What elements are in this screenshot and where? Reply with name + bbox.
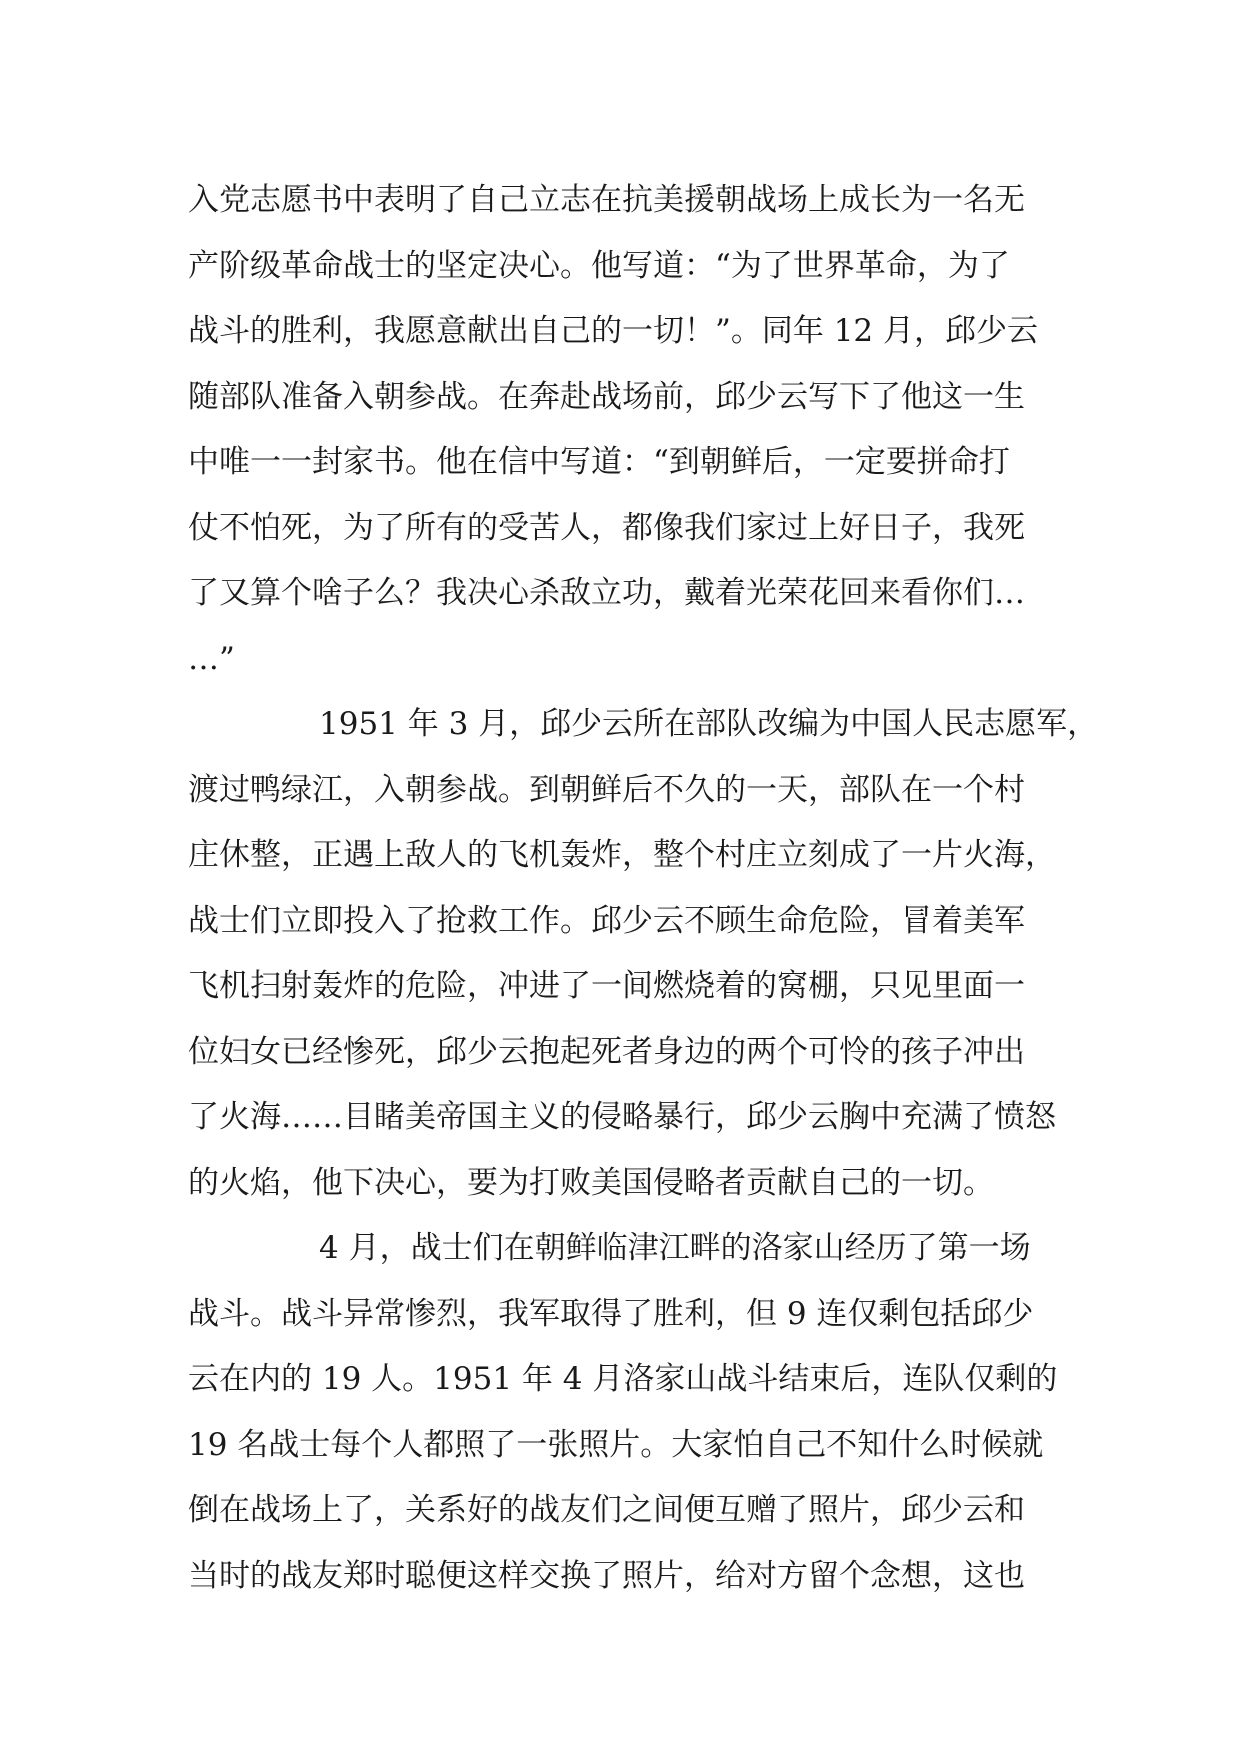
text-line: 战士们立即投入了抢救工作。邱少云不顾生命危险，冒着美军: [188, 902, 1025, 939]
text-line: 庄休整，正遇上敌人的飞机轰炸，整个村庄立刻成了一片火海，: [188, 837, 1056, 873]
text-line: 入党志愿书中表明了自己立志在抗美援朝战场上成长为一名无: [188, 182, 1025, 218]
text-line: 云在内的 19 人。1951 年 4 月洛家山战斗结束后，连队仅剩的: [188, 1361, 1058, 1397]
paragraph-start-line: 4 月，战士们在朝鲜临津江畔的洛家山经历了第一场: [319, 1230, 1031, 1266]
text-line: 中唯一一封家书。他在信中写道：“到朝鲜后，一定要拼命打: [188, 444, 1010, 480]
text-line: 战斗的胜利，我愿意献出自己的一切！”。同年 12 月，邱少云: [188, 313, 1038, 349]
text-line: 的火焰，他下决心，要为打败美国侵略者贡献自己的一切。: [188, 1164, 994, 1201]
text-line: 产阶级革命战士的坚定决心。他写道：“为了世界革命，为了: [188, 247, 1010, 284]
text-line: 渡过鸭绿江，入朝参战。到朝鲜后不久的一天，部队在一个村: [188, 771, 1025, 808]
text-line: 了火海……目睹美帝国主义的侵略暴行，邱少云胸中充满了愤怒: [188, 1099, 1056, 1135]
text-line: 了又算个啥子么？我决心杀敌立功，戴着光荣花回来看你们…: [188, 575, 1025, 611]
text-line: 倒在战场上了，关系好的战友们之间便互赠了照片，邱少云和: [188, 1492, 1025, 1528]
text-line: 飞机扫射轰炸的危险，冲进了一间燃烧着的窝棚，只见里面一: [188, 968, 1025, 1004]
paragraph-start-line: 1951 年 3 月，邱少云所在部队改编为中国人民志愿军，: [319, 706, 1099, 742]
body-text: [188, 168, 1099, 1609]
text-line: 随部队准备入朝参战。在奔赴战场前，邱少云写下了他这一生: [188, 378, 1025, 415]
text-line: 仗不怕死，为了所有的受苦人，都像我们家过上好日子，我死: [188, 509, 1025, 546]
text-line: 位妇女已经惨死，邱少云抱起死者身边的两个可怜的孩子冲出: [188, 1033, 1025, 1070]
text-line: 当时的战友郑时聪便这样交换了照片，给对方留个念想，这也: [188, 1557, 1025, 1594]
text-line: …”: [188, 640, 235, 677]
text-line: 19 名战士每个人都照了一张照片。大家怕自己不知什么时候就: [188, 1426, 1044, 1463]
text-line: 战斗。战斗异常惨烈，我军取得了胜利，但 9 连仅剩包括邱少: [188, 1295, 1034, 1332]
